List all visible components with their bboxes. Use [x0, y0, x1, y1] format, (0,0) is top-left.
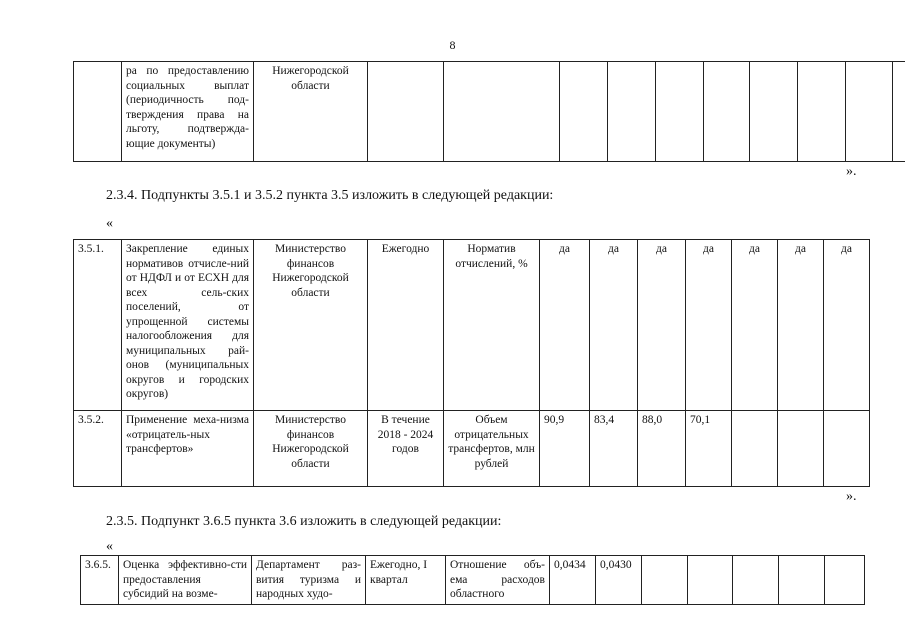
cell-value: да [638, 240, 686, 411]
cell-executor: Нижегородской области [254, 62, 368, 162]
cell-value: 90,9 [540, 411, 590, 487]
cell-value: да [686, 240, 732, 411]
cell-value: да [778, 240, 824, 411]
cell-empty [368, 62, 444, 162]
cell-value: 88,0 [638, 411, 686, 487]
paragraph-2-3-5: 2.3.5. Подпункт 3.6.5 пункта 3.6 изложить в следующей редакции: [106, 514, 502, 529]
cell-value: 0,0434 [550, 556, 596, 605]
table-row [74, 240, 870, 411]
cell-value: 70,1 [686, 411, 732, 487]
cell-executor: Департамент раз-вития туризма и народных худо- [252, 556, 366, 605]
cell-empty [750, 62, 798, 162]
cell-empty [444, 62, 560, 162]
cell-empty [704, 62, 750, 162]
cell-value [642, 556, 688, 605]
cell-value: да [590, 240, 638, 411]
cell-empty [893, 62, 905, 162]
cell-empty [560, 62, 608, 162]
cell-name: ра по предоставлению социальных выплат (периодичность под-тверждения права на льготу, подтвержда-ющие документы) [122, 62, 254, 162]
cell-value: да [732, 240, 778, 411]
table-row [81, 556, 865, 605]
cell-value: 0,0430 [596, 556, 642, 605]
cell-num [74, 62, 122, 162]
cell-empty [846, 62, 893, 162]
table-3-6-5 [80, 555, 865, 605]
opening-quote: « [106, 539, 113, 554]
cell-num: 3.6.5. [81, 556, 119, 605]
cell-value [824, 411, 870, 487]
cell-name: Оценка эффективно-сти предоставления субсидий на возме- [119, 556, 252, 605]
cell-value [688, 556, 733, 605]
cell-num: 3.5.1. [74, 240, 122, 411]
cell-value [779, 556, 825, 605]
cell-name: Закрепление единых нормативов отчисле-ний от НДФЛ и от ЕСХН для всех сель-ских поселений, от упрощенной системы налогообложения для муниципальных рай-онов (муниципальных округов и городских округов) [122, 240, 254, 411]
paragraph-2-3-4: 2.3.4. Подпункты 3.5.1 и 3.5.2 пункта 3.5 изложить в следующей редакции: [106, 188, 554, 203]
cell-executor: Министерство финансов Нижегородской области [254, 240, 368, 411]
cell-value [825, 556, 865, 605]
cell-value: да [824, 240, 870, 411]
cell-empty [656, 62, 704, 162]
page-number: 8 [449, 38, 456, 52]
cell-name: Применение меха-низма «отрицатель-ных трансфертов» [122, 411, 254, 487]
cell-indicator: Отношение объ-ема расходов областного [446, 556, 550, 605]
cell-value [778, 411, 824, 487]
cell-value: 83,4 [590, 411, 638, 487]
closing-quote: ». [846, 489, 857, 504]
cell-empty [608, 62, 656, 162]
cell-executor: Министерство финансов Нижегородской области [254, 411, 368, 487]
opening-quote: « [106, 216, 113, 231]
cell-indicator: Норматив отчислений, % [444, 240, 540, 411]
table-3-5 [73, 239, 870, 487]
cell-value [732, 411, 778, 487]
cell-indicator: Объем отрицательных трансфертов, млн рублей [444, 411, 540, 487]
cell-value [733, 556, 779, 605]
cell-num: 3.5.2. [74, 411, 122, 487]
table-row [74, 411, 870, 487]
cell-empty [798, 62, 846, 162]
cell-term: В течение 2018 - 2024 годов [368, 411, 444, 487]
cell-value: да [540, 240, 590, 411]
cell-term: Ежегодно, I квартал [366, 556, 446, 605]
cell-term: Ежегодно [368, 240, 444, 411]
closing-quote: ». [846, 164, 857, 179]
table-continuation [73, 61, 905, 162]
